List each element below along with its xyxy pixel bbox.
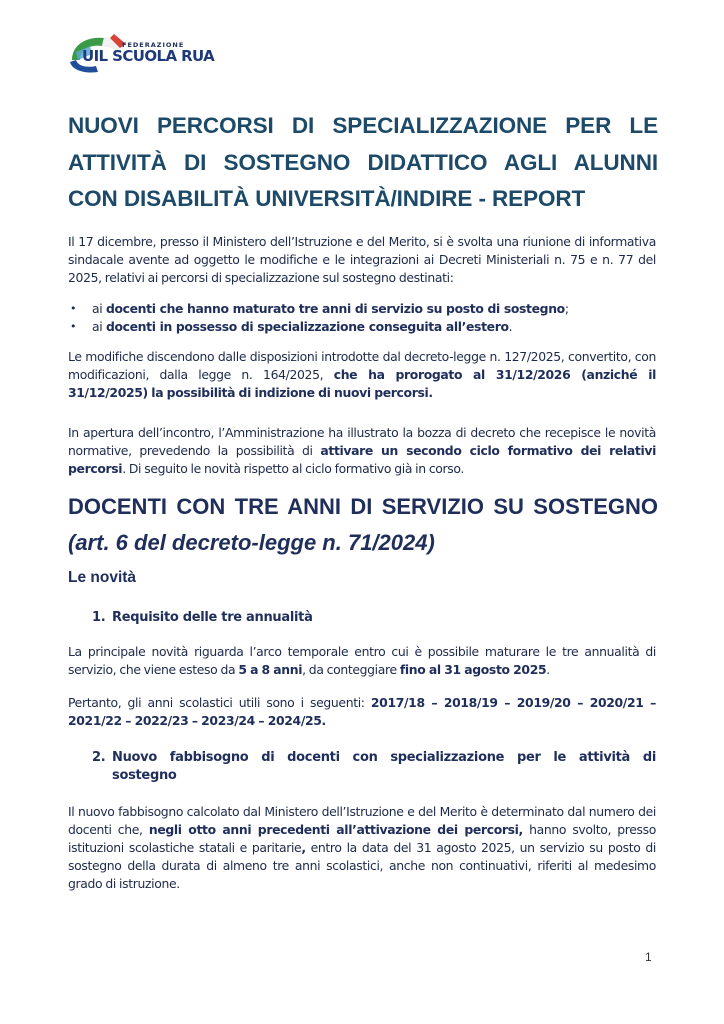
bullet-icon: • — [70, 319, 77, 333]
numbered-item-2 — [92, 749, 656, 785]
intro-paragraph: Il 17 dicembre, presso il Ministero dell’Istruzione e del Merito, si è svolta una riunione di informativa sindacale avente ad oggetto le modifiche e le integrazioni ai Decreti Ministeriali n. 75 e n. 77 del 2025, relativi ai percorsi di specializzazione sul sostegno destinati: — [68, 234, 656, 285]
bullet-icon: • — [70, 302, 77, 315]
recipients-list — [68, 300, 656, 335]
list-item: • ai docenti in possesso di specializzazione conseguita all’estero. — [70, 318, 513, 334]
page-number: 1 — [645, 950, 652, 964]
decree-paragraph: Le modifiche discendono dalle disposizioni introdotte dal decreto-legge n. 127/2025, convertito, con modificazioni, dalla legge n. 164/2025, che ha prorogato al 31/12/2026 (anziché il 31/12/2025) la possibilità di indizione di nuovi percorsi. — [68, 349, 656, 400]
document-title: NUOVI PERCORSI DI SPECIALIZZAZIONE PER LE ATTIVITÀ DI SOSTEGNO DIDATTICO AGLI ALUNNI CON DISABILITÀ UNIVERSITÀ/INDIRE - REPORT — [68, 113, 658, 211]
logo-federazione-text: FEDERAZIONE — [122, 41, 185, 49]
item-number: 2. — [92, 750, 106, 765]
item-label: Requisito delle tre annualità — [112, 610, 313, 625]
section-heading: DOCENTI CON TRE ANNI DI SERVIZIO SU SOSTEGNO — [68, 494, 658, 519]
school-years-paragraph: Pertanto, gli anni scolastici utili sono i seguenti: 2017/18 – 2018/19 – 2019/20 – 2020/21 – 2021/22 – 2022/23 – 2023/24 – 2024/25. — [68, 695, 656, 728]
meeting-paragraph: In apertura dell’incontro, l’Amministrazione ha illustrato la bozza di decreto che recepisce le novità normative, prevedendo la possibilità di attivare un secondo ciclo formativo dei relativi percorsi. Di seguito le novità rispetto al ciclo formativo già in corso. — [68, 425, 656, 476]
item-label: Nuovo fabbisogno di docenti con specializzazione per le attività di sostegno — [112, 750, 656, 783]
requirement-paragraph: La principale novità riguarda l’arco temporale entro cui è possibile maturare le tre annualità di servizio, che viene esteso da 5 a 8 anni, da conteggiare fino al 31 agosto 2025. — [68, 644, 656, 677]
list-item: • ai docenti che hanno maturato tre anni di servizio su posto di sostegno; — [70, 301, 569, 316]
item-number: 1. — [92, 610, 106, 625]
uil-scuola-rua-logo — [68, 30, 215, 74]
novita-heading: Le novità — [68, 569, 137, 586]
requirement-detail-paragraph: Il nuovo fabbisogno calcolato dal Ministero dell’Istruzione e del Merito è determinato dal numero dei docenti che, negli otto anni precedenti all’attivazione dei percorsi, hanno svolto, presso istituzioni scolastiche statali e paritarie, entro la data del 31 agosto 2025, un servizio su posto di sostegno della durata di almeno tre anni scolastici, anche non continuativi, riferiti al medesimo grado di istruzione. — [68, 804, 657, 891]
section-subheading: (art. 6 del decreto-legge n. 71/2024) — [68, 530, 435, 555]
logo-name-text: UIL SCUOLA RUA — [82, 47, 215, 65]
numbered-item-1 — [92, 609, 656, 627]
